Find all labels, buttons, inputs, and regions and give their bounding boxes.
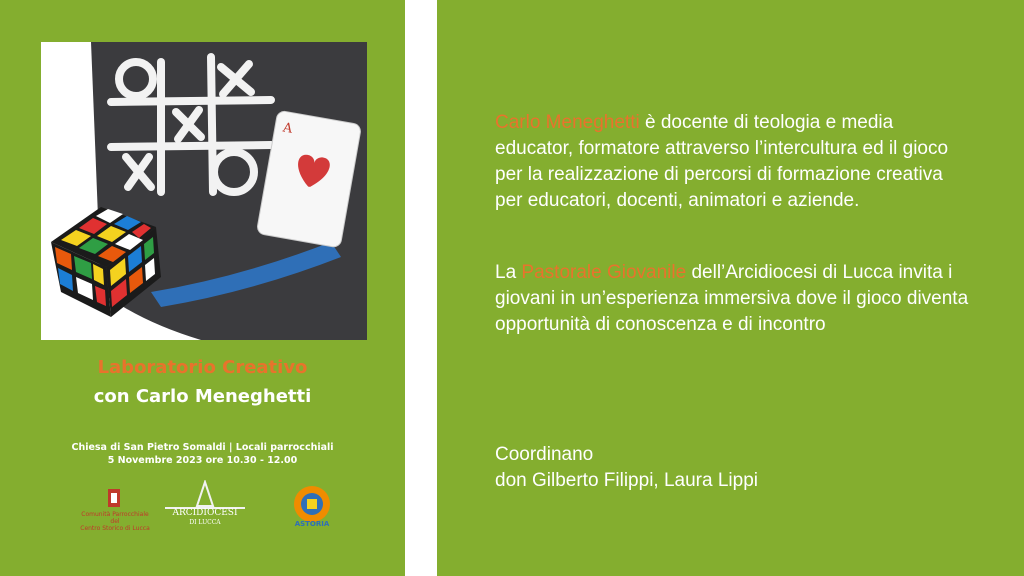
parish-logo-text-1: Comunità Parrocchiale del xyxy=(81,511,149,525)
archdiocese-logo-text-1: ARCIDIOCESI xyxy=(172,508,238,518)
coordinators-names: don Gilberto Filippi, Laura Lippi xyxy=(495,470,758,491)
parish-logo xyxy=(80,487,150,532)
invite-paragraph xyxy=(495,260,975,338)
invite-org: Pastorale Giovanile xyxy=(521,262,687,283)
parish-logo-text-2: Centro Storico di Lucca xyxy=(80,525,150,532)
poster-title: Laboratorio Creativo xyxy=(97,357,308,378)
coordinators-label: Coordinano xyxy=(495,444,594,465)
svg-text:A: A xyxy=(281,120,294,137)
archdiocese-logo-text-2: DI LUCCA xyxy=(189,519,221,526)
astoria-logo-text: ASTORIA xyxy=(294,520,330,528)
poster-panel xyxy=(0,0,405,576)
invite-prefix: La xyxy=(495,262,522,283)
bio-name: Carlo Meneghetti xyxy=(495,112,640,133)
coordinators xyxy=(495,442,975,494)
poster-venue: Chiesa di San Pietro Somaldi | Locali parrocchiali xyxy=(71,442,334,453)
bio-paragraph xyxy=(495,110,975,214)
parish-emblem-icon xyxy=(80,487,150,509)
archdiocese-logo xyxy=(155,480,255,528)
archdiocese-emblem-icon xyxy=(155,480,255,510)
poster-date: 5 Novembre 2023 ore 10.30 - 12.00 xyxy=(107,455,298,466)
bio-text: è docente di teologia e media educator, formatore attraverso l’intercultura ed il gioco per la realizzazione di percorsi di formazione creativa per educatori, docenti, animatori e aziende. xyxy=(495,112,949,211)
poster-subtitle: con Carlo Meneghetti xyxy=(93,386,312,407)
poster-illustration xyxy=(41,42,367,340)
invite-text: dell’Arcidiocesi di Lucca invita i giovani in un’esperienza immersiva dove il gioco diventa opportunità di conoscenza e di incontro xyxy=(495,262,969,335)
astoria-logo xyxy=(282,482,342,530)
